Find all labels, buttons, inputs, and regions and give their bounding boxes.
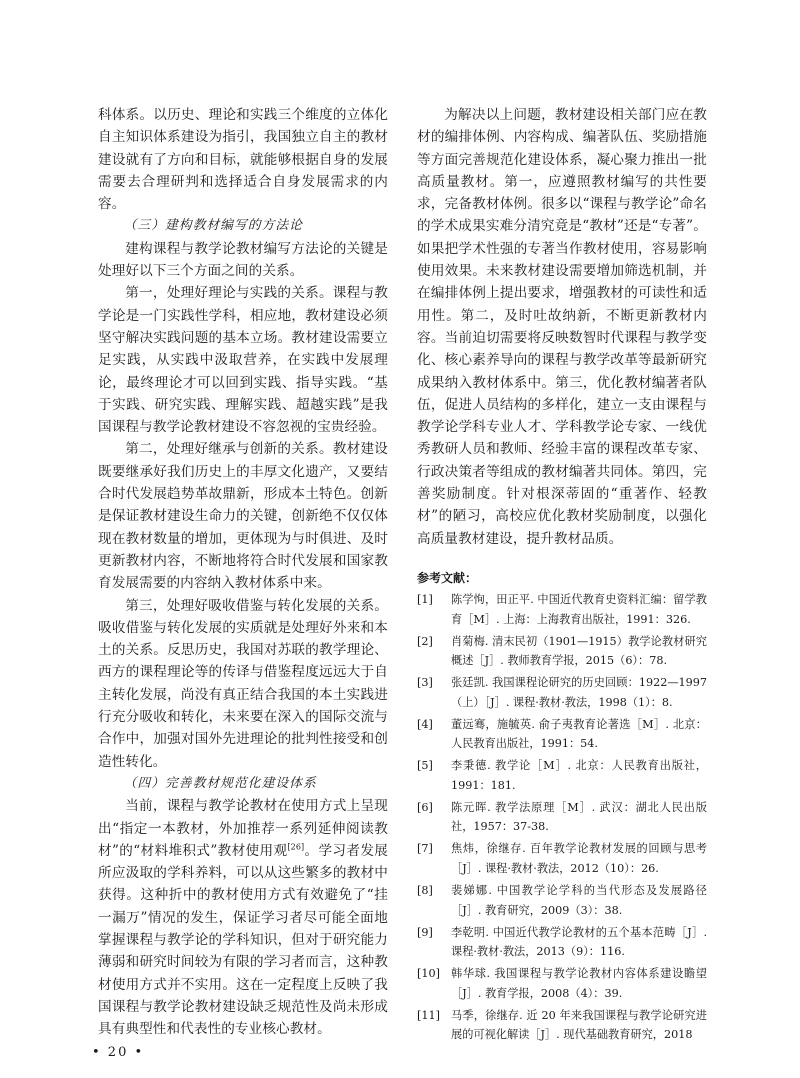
reference-list: [417, 590, 707, 1045]
page-number: • 20 •: [92, 1045, 145, 1060]
reference-text: 焦炜，徐继存. 百年教学论教材发展的回顾与思考［J］. 课程·教材·教法，2012（10）：26.: [451, 842, 707, 875]
citation-marker[interactable]: [26]: [287, 842, 305, 852]
reference-item: [417, 632, 707, 671]
reference-text: 李乾明. 中国近代教学论教材的五个基本范畴［J］. 课程·教材·教法，2013（9）：116.: [451, 925, 707, 959]
reference-number: [5]: [417, 759, 433, 773]
reference-number: [2]: [417, 634, 433, 648]
body-paragraph: 第二，处理好继承与创新的关系。教材建设既要继承好我们历史上的丰厚文化遗产，又要结合时代发展趋势革故鼎新，形成本土特色。创新是保证教材建设生命力的关键，创新绝不仅仅体现在教材数量的增加，更体现为与时俱进、及时更新教材内容，不断地将符合时代发展和国家教育发展需要的内容纳入教材体系中来。: [98, 441, 388, 592]
reference-text: 韩华球. 我国课程与教学论教材内容体系建设瞻望［J］. 教育学报，2008（4）：39.: [451, 967, 707, 1000]
reference-text: 李秉德. 教学论［M］. 北京：人民教育出版社，1991：181.: [451, 759, 707, 792]
body-paragraph: 第三，处理好吸收借鉴与转化发展的关系。吸收借鉴与转化发展的实质就是处理好外来和本土的关系。反思历史，我国对苏联的教学理论、西方的课程理论等的传译与借鉴程度远远大于自主转化发展，尚没有真正结合我国的本土实践进行充分吸收和转化，未来要在深入的国际交流与合作中，加强对国外先进理论的批判性接受和创造性转化。: [98, 597, 388, 770]
reference-text: 裴娣娜. 中国教学论学科的当代形态及发展路径［J］. 教育研究，2009（3）：38.: [451, 883, 707, 917]
reference-number: [6]: [417, 800, 433, 814]
reference-item: [417, 715, 707, 754]
body-paragraph: [98, 795, 388, 1040]
section-heading: （四）完善教材规范化建设体系: [123, 775, 317, 791]
reference-item: [417, 881, 707, 920]
reference-number: [8]: [417, 883, 433, 897]
reference-number: [7]: [417, 842, 433, 856]
reference-number: [3]: [417, 676, 433, 690]
body-paragraph: 建构课程与教学论教材编写方法论的关键是处理好以下三个方面之间的关系。: [98, 240, 388, 280]
reference-item: [417, 756, 707, 795]
body-paragraph: 第一，处理好理论与实践的关系。课程与教学论是一门实践性学科，相应地，教材建设必须坚守解决实践问题的基本立场。教材建设需要立足实践，从实践中汲取营养，在实践中发展理论，最终理论才可以回到实践、指导实践。“基于实践、研究实践、理解实践、超越实践”是我国课程与教学论教材建设不容忽视的宝贵经验。: [98, 285, 388, 436]
paragraph-text: 。学习者发展所应汲取的学科养料，可以从这些繁多的教材中获得。这种折中的教材使用方式有效避免了“挂一漏万”情况的发生，保证学习者尽可能全面地掌握课程与教学论的学科知识，但对于研究能力薄弱和研究时间较为有限的学习者而言，这种教材使用方式并不实用。这在一定程度上反映了我国课程与教学论教材建设缺乏规范性及尚未形成具有典型性和代表性的专业核心教材。: [98, 842, 388, 1038]
reference-item: [417, 1006, 707, 1045]
reference-text: 董远骞，施毓英. 俞子夷教育论著选［M］. 北京：人民教育出版社，1991：54.: [451, 717, 707, 751]
reference-text: 肖菊梅. 清末民初（1901—1915）教学论教材研究概述［J］. 教师教育学报，2015（6）：78.: [451, 634, 707, 668]
section-heading: （三）建构教材编写的方法论: [123, 218, 303, 234]
reference-item: [417, 923, 707, 962]
body-paragraph: 为解决以上问题，教材建设相关部门应在教材的编排体例、内容构成、编著队伍、奖励措施等方面完善规范化建设体系，凝心聚力推出一批高质量教材。第一，应遵照教材编写的共性要求，完备教材体例。很多以“课程与教学论”命名的学术成果实难分清究竟是“教材”还是“专著”。如果把学术性强的专著当作教材使用，容易影响使用效果。未来教材建设需要增加筛选机制，并在编排体例上提出要求，增强教材的可读性和适用性。第二，及时吐故纳新，不断更新教材内容。当前迫切需要将反映数智时代课程与教学变化、核心素养导向的课程与教学改革等最新研究成果纳入教材体系中。第三，优化教材编著者队伍，促进人员结构的多样化，建立一支由课程与教学论学科专业人才、学科教学论专家、一线优秀教研人员和教师、经验丰富的课程改革专家、行政决策者等组成的教材编著共同体。第四，完善奖励制度。针对根深蒂固的“重著作、轻教材”的陋习，高校应优化教材奖励制度，以强化高质量教材建设，提升教材品质。: [417, 107, 707, 547]
left-column: [98, 104, 388, 1040]
reference-number: [1]: [417, 592, 433, 606]
reference-number: [11]: [417, 1008, 440, 1022]
right-column: [417, 104, 707, 1047]
references-title: 参考文献：: [417, 570, 478, 585]
reference-text: 张廷凯. 我国课程论研究的历史回顾：1922—1997（上）［J］. 课程·教材·教法，1998（1）：8.: [451, 676, 707, 709]
reference-number: [9]: [417, 925, 433, 939]
reference-number: [4]: [417, 717, 433, 731]
reference-item: [417, 590, 707, 629]
reference-number: [10]: [417, 967, 440, 981]
reference-text: 陈元晖. 教学法原理［M］. 武汉：湖北人民出版社，1957：37-38.: [451, 800, 707, 834]
reference-item: [417, 964, 707, 1003]
body-paragraph: 科体系。以历史、理论和实践三个维度的立体化自主知识体系建设为指引，我国独立自主的教材建设就有了方向和目标，就能够根据自身的发展需要去合理研判和选择适合自身发展需求的内容。: [98, 107, 388, 213]
reference-item: [417, 839, 707, 878]
reference-text: 马季，徐继存. 近 20 年来我国课程与教学论研究进展的可视化解读［J］. 现代基础教育研究，2018: [451, 1008, 707, 1042]
reference-item: [417, 798, 707, 837]
reference-item: [417, 673, 707, 712]
paragraph-text: 当前，课程与教学论教材在使用方式上呈现出“指定一本教材，外加推荐一系列延伸阅读教材”的“材料堆积式”教材使用观: [98, 798, 388, 859]
reference-text: 陈学恂，田正平. 中国近代教育史资料汇编：留学教育［M］. 上海：上海教育出版社，1991：326.: [451, 592, 707, 626]
